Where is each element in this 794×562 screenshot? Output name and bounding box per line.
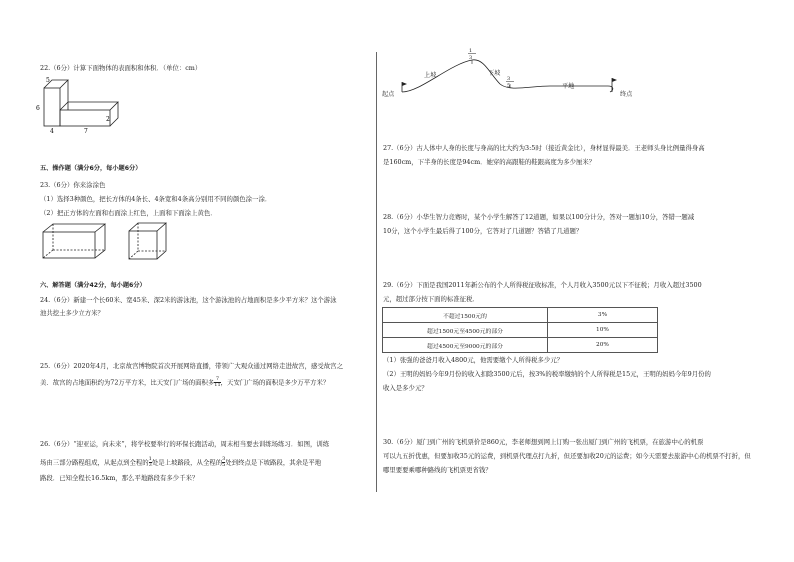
- q29-sub2-line2: 收入是多少元？: [383, 384, 428, 392]
- tax-rate-table: [382, 307, 658, 353]
- q26-line2-a: 场由三部分路程组成，从起点到全程的: [40, 458, 149, 467]
- route-diagram: [380, 44, 640, 104]
- dim-left: 6: [36, 105, 40, 112]
- dim-bottom-right: 7: [84, 128, 88, 135]
- table-row: [383, 323, 658, 338]
- q25-line2-start: 美．故宫的占地面积约为72万平方米，比天安门广场的面积多: [40, 378, 215, 387]
- diagram-end-label: 终点: [620, 91, 633, 98]
- diagram-frac2-num: 3: [507, 76, 511, 82]
- q26-line2-b: 处是上坡路段，从全程的: [151, 458, 223, 467]
- diagram-frac1-den: 3: [469, 55, 473, 61]
- table-cell-rate: 20%: [548, 338, 658, 353]
- dim-right: 2: [106, 116, 110, 123]
- q26-line2-c: 处到终点是下坡路段，其余是平地: [225, 458, 322, 467]
- dim-top: 5: [46, 77, 50, 84]
- q23-part1: （1）选择3种颜色，把长方体的4条长、4条宽和4条高分别用不同的颜色涂一涂．: [40, 195, 272, 203]
- table-cell-rate: 3%: [548, 308, 658, 323]
- fraction-1-3: $\frac{1}{3}$: [148, 456, 152, 468]
- table-cell-rate: 10%: [548, 323, 658, 338]
- q28-line1: 28.（6分）小华生智力竞赛时，某个小学生解答了12道题，如果以100分计分，答对一题加10分，答错一题减: [383, 213, 695, 221]
- q23-part2: （2）把正方体的左面和右面涂上红色，上面和下面涂上黄色．: [40, 209, 217, 217]
- q27-line1: 27.（6分）古人体中人身的长度与身高的比大约为3:5时（接近黄金比），身材显得最美．王老师头身比例量得身高: [383, 144, 705, 152]
- q25-line2: [40, 377, 329, 388]
- diagram-uphill-label: 上坡: [424, 72, 437, 79]
- q25-line2-end: ，天安门广场的面积是多少万平方米？: [220, 378, 330, 387]
- q30-line1: 30.（6分）厦门到广州的飞机票价是860元，李老师想到网上订购一张出厦门到广州的飞机票，在旅游中心的机票: [383, 438, 704, 446]
- q22-text: 22.（6分）计算下面物体的表面积和体积．（单位：cm）: [40, 64, 202, 72]
- q25-line1: 25.（6分）2020年4月，北京故宫博物院首次开展网络直播，带领广大观众通过网络走进故宫，感受故宫之: [40, 362, 343, 370]
- section5-title: 五、操作题（满分6分，每小题6分）: [40, 165, 142, 172]
- l-shape-prism-figure: [34, 74, 134, 134]
- q28-line2: 10分，这个小学生最后得了100分，它答对了几道题？答错了几道题？: [383, 227, 583, 235]
- column-divider: [376, 52, 377, 492]
- table-cell-range: 不超过1500元的: [383, 308, 548, 323]
- table-cell-range: 超过4500元至9000元的部分: [383, 338, 548, 353]
- q24-line1: 24.（6分）新建一个长60米、宽45米、深2米的游泳池，这个游泳池的占地面积是多少平方米？这个游泳: [40, 296, 337, 304]
- q29-sub1: （1）张强的爸爸月收入4800元，他需要缴个人所得税多少元？: [383, 356, 564, 364]
- q26-line2: [40, 457, 321, 468]
- fraction-3-5: $\frac{3}{5}$: [222, 456, 226, 468]
- table-cell-range: 超过1500元至4500元的部分: [383, 323, 548, 338]
- fraction-7-11: $\frac{7}{11}$: [214, 376, 221, 388]
- q26-line1: 26.（6分）“迎亚运，向未来”，将学校要举行的环保长跑活动，周末相当要去训练场练习．如图，训练: [40, 440, 330, 448]
- diagram-flat-label: 平地: [562, 83, 575, 90]
- table-row: [383, 338, 658, 353]
- q26-line3: 路段．已知全程长16.5km，那么平地路段有多少千米？: [40, 474, 199, 482]
- q29-line1: 29.（6分）下面是我国2011年新公布的个人所得税征收标准，个人月收入3500元以下不征税；月收入超过3500: [383, 281, 702, 289]
- dim-bottom-left: 4: [50, 128, 54, 135]
- cube-figure: [128, 222, 170, 264]
- q27-line2: 是160cm，下半身的长度是94cm．她穿的高跟鞋的鞋跟高度为多少厘米？: [383, 158, 596, 166]
- diagram-downhill-label: 下坡: [488, 70, 501, 77]
- diagram-start-label: 起点: [382, 91, 395, 98]
- q30-line2: 可以九五折优惠，但要加收35元的运费，到机票代理点打九折，但还要加收20元的运费；如今天需要去旅游中心的机票不打折，但: [383, 452, 751, 460]
- q29-sub2-line1: （2）王明的妈妈今年9月份的收入扣除3500元后，按3%的税率缴纳的个人所得税是15元，王明的妈妈今年9月份的: [383, 370, 711, 378]
- diagram-frac1-num: 1: [469, 48, 473, 54]
- q30-line3: 哪里要要乘哪种路线的飞机票更省钱？: [383, 466, 492, 474]
- cuboid-figure: [42, 222, 108, 262]
- table-row: [383, 308, 658, 323]
- diagram-frac2-den: 5: [507, 83, 511, 89]
- q29-line2: 元，超过部分按下面的标准征税．: [383, 295, 479, 303]
- section6-title: 六、解答题（满分42分，每小题6分）: [40, 282, 146, 289]
- q24-line2: 池共挖土多少立方米？: [40, 309, 104, 317]
- q23-text: 23.（6分）你来涂涂色: [40, 181, 106, 189]
